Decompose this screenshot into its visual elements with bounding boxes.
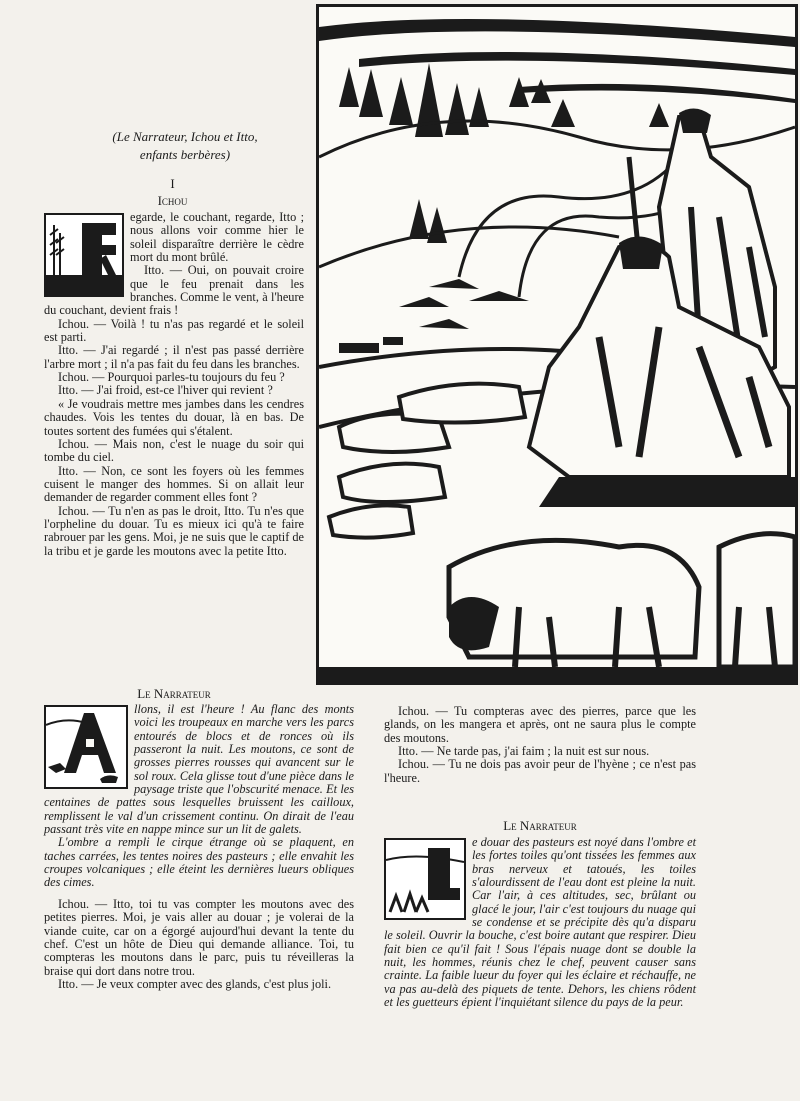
paragraph: e douar des pasteurs est noyé dans l'ombre et les fortes toiles qu'ont tissées les femmes aux bras nerveux et tatoués, les toiles s'alourdissent de l'eau dont est pleine la nuit. Car l'air, à ces altitudes, sec, brûlant ou glacé le jour, l'air c'est toujours du nuage qui se condense et se précipite dès qu'a disparu le soleil. Ouvrir la bouche, c'est boire autant que respirer. Dieu fait bien ce qu'il fait ! Sous l'épais nuage dont se double la nuit, les hommes, réunis chez le chef, peuvent causer sans crainte. La faible lueur du foyer qui les éclaire et réchauffe, ne va pas au-delà des piquets de tente. Dehors, les chiens rôdent et les guetteurs épient l'inquiétant silence du pays de la peur. <box>384 835 696 1010</box>
narration-block-1 <box>44 703 354 991</box>
heading-narrateur-2: Le Narrateur <box>503 818 577 833</box>
dialogue-block-2 <box>384 705 696 785</box>
dialogue-block-1 <box>44 211 304 558</box>
cast-list <box>60 128 310 164</box>
paragraph: L'ombre a rempli le cirque étrange où se plaquent, en taches carrées, les tentes noires des pasteurs ; elle envahit les croupes volcaniques ; elle éteint les dernières lueurs obliques des cimes. <box>44 835 354 890</box>
paragraph: egarde, le couchant, regarde, Itto ; nous allons voir comme hier le soleil disparaître derrière le cèdre mort du mont brûlé. <box>130 210 304 265</box>
dropcap-r <box>44 213 124 297</box>
dropcap-l <box>384 838 466 920</box>
dropcap-a <box>44 705 128 789</box>
paragraph: Ichou. — Tu ne dois pas avoir peur de l'hyène ; ce n'est pas l'heure. <box>384 757 696 785</box>
paragraph: Itto. — J'ai regardé ; il n'est pas passé derrière l'arbre mort ; il n'a pas fait du feu dans les branches. <box>44 343 304 371</box>
paragraph: Ichou. — Voilà ! tu n'as pas regardé et le soleil est parti. <box>44 316 304 345</box>
speaker-heading-ichou: Ichou <box>157 193 188 208</box>
paragraph: Ichou. — Tu n'en as pas le droit, Itto. Tu n'es que l'orpheline du douar. Tu es mieux ici qu'à te faire rabrouer par les gens. Moi, je ne suis que le captif de la tribu et je garde les moutons avec la petite Itto. <box>44 503 304 558</box>
shepherds-landscape-image <box>319 7 795 682</box>
dropcap-a-woodcut <box>46 707 126 787</box>
paragraph: Itto. — J'ai froid, est-ce l'hiver qui revient ? <box>58 383 273 398</box>
paragraph: llons, il est l'heure ! Au flanc des monts voici les troupeaux en marche vers les parcs entourés de blocs et de ronces où ils passeront la nuit. Les moutons, ce sont de grosses pierres rousses qui avancent sur le sol roux. Cela glisse tout d'une pièce dans le paysage triste que l'obscurité menace. Et les centaines de pattes sous lesquelles bruissent les cailloux, remplissent le val d'un crissement continu. On dirait de l'eau passant très vite en nappe mince sur un lit de galets. <box>44 702 354 837</box>
paragraph: Ichou. — Mais non, c'est le nuage du soir qui tombe du ciel. <box>44 436 304 465</box>
cast-line-1: (Le Narrateur, Ichou et Itto, <box>112 129 258 144</box>
paragraph: Itto. — Ne tarde pas, j'ai faim ; la nuit est sur nous. <box>398 744 650 759</box>
paragraph: « Je voudrais mettre mes jambes dans les cendres chaudes. Vois les tentes du douar, là en bas. De toutes sortent des fumées qui s'étalent. <box>44 396 304 438</box>
paragraph: Ichou. — Itto, toi tu vas compter les moutons avec des petites pierres. Moi, je vais aller au douar ; je volerai de la viande cuite, car on a égorgé aujourd'hui devant la tente du chef. C'est un hôte de Dieu qui demande alliance. Toi, tu compteras les moutons dans le parc, puis tu réveilleras la braise qui dort dans notre trou. <box>44 896 354 978</box>
paragraph: Ichou. — Pourquoi parles-tu toujours du feu ? <box>58 370 285 385</box>
paragraph: Itto. — Je veux compter avec des glands, c'est plus joli. <box>58 976 332 991</box>
part-numeral: I <box>170 176 175 191</box>
paragraph: Itto. — Non, ce sont les foyers où les femmes cuisent le manger des hommes. Si on allait leur demander de regarder comment elles font ? <box>44 463 304 505</box>
heading-narrateur-1: Le Narrateur <box>137 686 211 701</box>
woodcut-illustration <box>316 4 798 685</box>
paragraph: Itto. — Oui, on pouvait croire que le feu prenait dans les branches. Comme le vent, à l'heure du couchant, devient frais ! <box>44 263 304 318</box>
narration-block-2 <box>384 836 696 1009</box>
paragraph: Ichou. — Tu compteras avec des pierres, parce que les glands, on les mangera et après, ont ne saura plus le compte des moutons. <box>384 704 696 745</box>
cast-line-2: enfants berbères) <box>139 147 231 162</box>
dropcap-l-woodcut <box>386 840 464 918</box>
dropcap-r-woodcut <box>46 215 122 295</box>
